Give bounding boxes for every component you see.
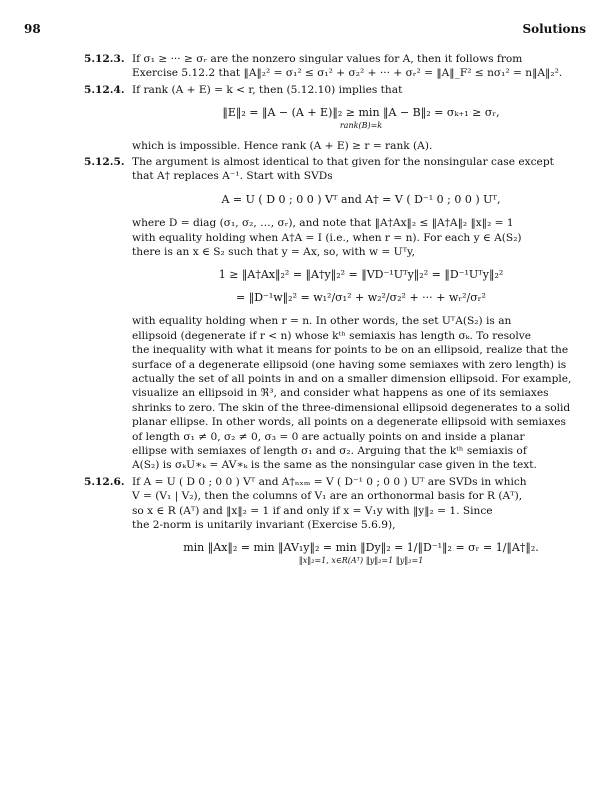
solution-number: 5.12.5. [84, 156, 125, 169]
display-equation-chain [132, 268, 590, 305]
solution-number: 5.12.6. [84, 475, 125, 488]
text-line: of length σ₁ ≠ 0, σ₂ ≠ 0, σ₃ = 0 are actually points on and inside a planar [132, 430, 525, 443]
running-head [24, 22, 586, 38]
text-line: with equality holding when A†A = I (i.e., when r = n). For each y ∈ A(S₂) [132, 231, 522, 244]
text-line: with equality holding when r = n. In other words, the set UᵀA(S₂) is an [132, 315, 512, 328]
display-equation-svd: A = U ( D 0 ; 0 0 ) Vᵀ and A† = V ( D⁻¹ 0 ; 0 0 ) Uᵀ, [221, 192, 501, 206]
text-line: which is impossible. Hence rank (A + E) ≥ r = rank (A). [132, 139, 433, 152]
solution-number: 5.12.3. [84, 53, 125, 65]
text-line: the inequality with what it means for points to be on an ellipsoid, realize that the [132, 344, 569, 357]
equation-line-1: 1 ≥ ‖A†Ax‖₂² = ‖A†y‖₂² = ‖VD⁻¹Uᵀy‖₂² = ‖D⁻¹Uᵀy‖₂² [218, 268, 504, 282]
equation-line-2: = ‖D⁻¹w‖₂² = w₁²/σ₁² + w₂²/σ₂² + ··· + wᵣ²/σᵣ² [236, 290, 486, 304]
text-line: there is an x ∈ S₂ such that y = Ax, so, with w = Uᵀy, [132, 246, 415, 259]
text-line: The argument is almost identical to that given for the nonsingular case except [132, 156, 554, 169]
display-equation-min [132, 541, 590, 564]
section-title: Solutions [522, 22, 586, 36]
text-line: shrinks to zero. The skin of the three-dimensional ellipsoid degenerates to a solid [132, 401, 571, 414]
equation-main: min ‖Ax‖₂ = min ‖AV₁y‖₂ = min ‖Dy‖₂ = 1/‖D⁻¹‖₂ = σᵣ = 1/‖A†‖₂. [183, 541, 539, 555]
page-number: 98 [24, 22, 41, 36]
solution-number: 5.12.4. [84, 83, 125, 96]
text-line: If rank (A + E) = k < r, then (5.12.10) implies that [132, 83, 403, 96]
solution-5-12-6 [24, 475, 590, 565]
text-line: A(S₂) is σₖU∗ₖ = AV∗ₖ is the same as the nonsingular case given in the text. [132, 459, 537, 472]
text-line: If A = U ( D 0 ; 0 0 ) Vᵀ and A†ₙₓₘ = V ( D⁻¹ 0 ; 0 0 ) Uᵀ are SVDs in which [132, 475, 527, 488]
text-line: planar ellipse. In other words, all points on a degenerate ellipsoid with semiaxes [132, 416, 566, 429]
text-line: If σ₁ ≥ ··· ≥ σᵣ are the nonzero singular values for A, then it follows from [132, 53, 523, 65]
solution-5-12-4 [24, 83, 590, 153]
solution-5-12-5 [24, 155, 590, 473]
solution-5-12-3 [24, 52, 590, 81]
text-line: V = (V₁ | V₂), then the columns of V₁ are an orthonormal basis for R (Aᵀ), [132, 490, 523, 503]
text-line: visualize an ellipsoid in ℜ³, and consider what happens as one of its semiaxes [132, 387, 549, 400]
text-line: that A† replaces A⁻¹. Start with SVDs [132, 170, 333, 183]
text-line: where D = diag (σ₁, σ₂, …, σᵣ), and note that ‖A†Ax‖₂ ≤ ‖A†A‖₂ ‖x‖₂ = 1 [132, 217, 514, 230]
solutions-content [24, 52, 590, 574]
text-line: the 2-norm is unitarily invariant (Exercise 5.6.9), [132, 518, 396, 531]
equation-subscript: ‖x‖₂=1, x∈R(Aᵀ) ‖y‖₂=1 ‖y‖₂=1 [298, 555, 424, 565]
text-line: ellipse with semiaxes of length σ₁ and σ₂. Arguing that the kᵗʰ semiaxis of [132, 444, 527, 457]
text-line: Exercise 5.12.2 that ‖A‖₂² = σ₁² ≤ σ₁² + σ₂² + ··· + σᵣ² = ‖A‖_F² ≤ nσ₁² = n‖A‖₂². [132, 67, 563, 80]
text-line: ellipsoid (degenerate if r < n) whose kᵗʰ semiaxis has length σₖ. To resolve [132, 329, 532, 342]
display-equation [132, 106, 590, 129]
text-line: actually the set of all points in and on a smaller dimension ellipsoid. For example, [132, 372, 572, 385]
text-line: surface of a degenerate ellipsoid (one having some semiaxes with zero length) is [132, 358, 567, 371]
equation-subscript: rank(B)=k [339, 120, 383, 130]
equation-main: ‖E‖₂ = ‖A − (A + E)‖₂ ≥ min ‖A − B‖₂ = σₖ₊₁ ≥ σᵣ, [222, 106, 500, 120]
text-line: so x ∈ R (Aᵀ) and ‖x‖₂ = 1 if and only if x = V₁y with ‖y‖₂ = 1. Since [132, 504, 493, 517]
